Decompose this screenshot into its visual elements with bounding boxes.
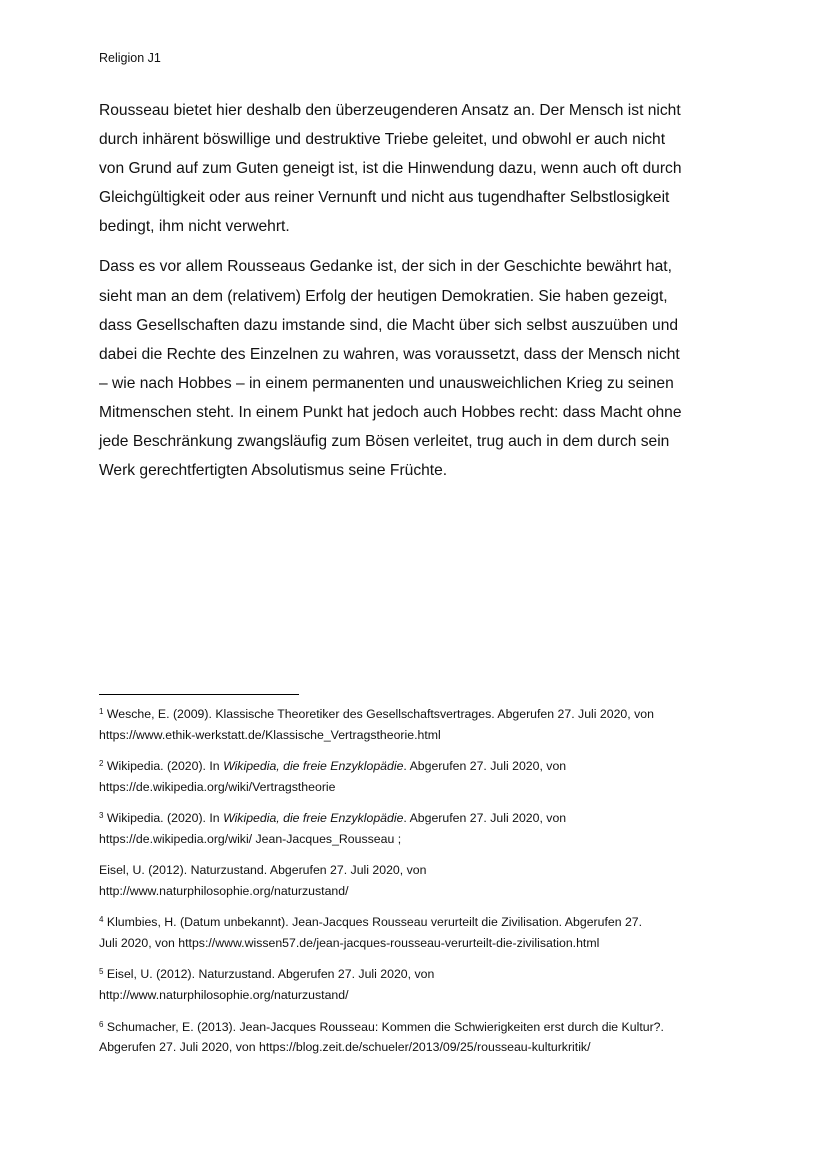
- footnote-text: Eisel, U. (2012). Naturzustand. Abgerufen 27. Juli 2020, von: [106, 967, 435, 982]
- footnote-text: Eisel, U. (2012). Naturzustand. Abgerufen 27. Juli 2020, von: [99, 863, 427, 878]
- footnote-2: [99, 756, 739, 798]
- footnote-number: 5: [99, 967, 104, 977]
- text-line: bedingt, ihm nicht verwehrt.: [99, 218, 290, 236]
- footnote-line: [99, 1017, 739, 1038]
- paragraph-2: [99, 252, 739, 485]
- paragraph-1: [99, 96, 739, 241]
- text-line: durch inhärent böswillige und destruktive Triebe geleitet, und obwohl er auch nicht: [99, 131, 666, 149]
- footnote-6: [99, 1017, 739, 1059]
- footnote-1: [99, 704, 739, 746]
- text-line: jede Beschränkung zwangsläufig zum Bösen verleitet, trug auch in dem durch sein: [99, 433, 670, 451]
- text-line: – wie nach Hobbes – in einem permanenten und unausweichlichen Krieg zu seinen: [99, 374, 674, 392]
- footnote-line: [99, 704, 739, 725]
- text-line: Mitmenschen steht. In einem Punkt hat jedoch auch Hobbes recht: dass Macht ohne: [99, 403, 682, 421]
- footnote-4: [99, 912, 739, 954]
- footnote-number: 3: [99, 811, 104, 821]
- footnote-url: http://www.naturphilosophie.org/naturzustand/: [99, 988, 349, 1003]
- footnote-3-continued: [99, 860, 739, 902]
- footnote-number: 1: [99, 707, 104, 716]
- footnote-3: [99, 808, 739, 850]
- footnote-separator: [99, 694, 299, 695]
- text-line: Gleichgültigkeit oder aus reiner Vernunft und nicht aus tugendhafter Selbstlosigkeit: [99, 189, 670, 207]
- footnote-url: https://de.wikipedia.org/wiki/ Jean-Jacques_Rousseau ;: [99, 831, 402, 846]
- footnote-line: [99, 808, 739, 829]
- footnote-line: [99, 912, 739, 933]
- footnote-text: . Abgerufen 27. Juli 2020, von: [403, 759, 567, 774]
- page-header: Religion J1: [99, 51, 161, 65]
- main-text: [99, 96, 739, 496]
- text-line: dass Gesellschaften dazu imstande sind, die Macht über sich selbst auszuüben und: [99, 316, 679, 334]
- footnote-url: http://www.naturphilosophie.org/naturzustand/: [99, 884, 349, 899]
- text-line: Dass es vor allem Rousseaus Gedanke ist, der sich in der Geschichte bewährt hat,: [99, 258, 672, 276]
- footnote-text: Wesche, E. (2009). Klassische Theoretiker des Gesellschaftsvertrages. Abgerufen 27. Juli 2020, von: [106, 707, 654, 721]
- text-line: Werk gerechtfertigten Absolutismus seine Früchte.: [99, 462, 448, 480]
- footnote-text: Wikipedia. (2020). In: [106, 759, 224, 774]
- footnote-text: Schumacher, E. (2013). Jean-Jacques Rousseau: Kommen die Schwierigkeiten erst durch die Kultur?.: [106, 1019, 664, 1034]
- footnote-url: https://www.ethik-werkstatt.de/Klassische_Vertragstheorie.html: [99, 727, 441, 742]
- footnotes: [99, 704, 739, 1069]
- footnote-text: Wikipedia. (2020). In: [106, 811, 224, 826]
- text-line: von Grund auf zum Guten geneigt ist, ist die Hinwendung dazu, wenn auch oft durch: [99, 160, 682, 178]
- footnote-number: 2: [99, 759, 104, 769]
- footnote-line: [99, 756, 739, 777]
- footnote-number: 6: [99, 1019, 104, 1029]
- footnote-5: [99, 964, 739, 1006]
- text-line: Rousseau bietet hier deshalb den überzeugenderen Ansatz an. Der Mensch ist nicht: [99, 102, 681, 119]
- footnote-text: . Abgerufen 27. Juli 2020, von: [403, 811, 567, 826]
- text-line: sieht man an dem (relativem) Erfolg der heutigen Demokratien. Sie haben gezeigt,: [99, 287, 668, 305]
- footnote-italic-title: Wikipedia, die freie Enzyklopädie: [223, 759, 404, 774]
- footnote-text: Klumbies, H. (Datum unbekannt). Jean-Jacques Rousseau verurteilt die Zivilisation. Abgerufen 27.: [106, 915, 643, 930]
- footnote-italic-title: Wikipedia, die freie Enzyklopädie: [223, 811, 404, 826]
- footnote-url: Abgerufen 27. Juli 2020, von https://blog.zeit.de/schueler/2013/09/25/rousseau-kulturkritik/: [99, 1040, 591, 1055]
- footnote-url: Juli 2020, von https://www.wissen57.de/jean-jacques-rousseau-verurteilt-die-zivilisation.html: [99, 936, 600, 951]
- footnote-line: [99, 964, 739, 985]
- footnote-number: 4: [99, 915, 104, 925]
- footnote-url: https://de.wikipedia.org/wiki/Vertragstheorie: [99, 779, 336, 794]
- text-line: dabei die Rechte des Einzelnen zu wahren, was voraussetzt, dass der Mensch nicht: [99, 345, 680, 363]
